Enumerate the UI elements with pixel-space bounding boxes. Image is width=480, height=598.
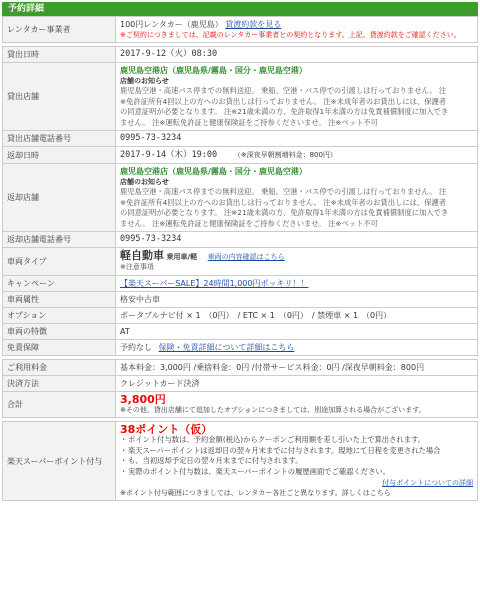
label-total: 合計 — [3, 392, 116, 418]
row-car-attr — [3, 292, 478, 308]
company-note: ※ご契約につきましては、記載のレンタカー事業者との契約となります。上記、貸渡約款をご確認ください。 — [120, 31, 461, 39]
label-pickup-store: 貸出店舗 — [3, 63, 116, 131]
return-date-extra: （※深夜早朝割増料金：800円） — [233, 151, 337, 159]
return-notice-3: ません。 注※運転免許証と健康保険証をご持参くださいませ。 注※ペット不可 — [120, 218, 378, 228]
label-campaign: キャンペーン — [3, 276, 116, 292]
section-title: 予約詳細 — [2, 2, 478, 16]
row-pickup-date — [3, 47, 478, 63]
car-note: ※注意事項 — [120, 263, 154, 271]
label-pickup-date: 貸出日時 — [3, 47, 116, 63]
points-value: 38ポイント（仮） — [120, 423, 213, 436]
row-points — [3, 422, 478, 501]
pickup-date-value: 2017-9-12（火）08:30 — [116, 47, 478, 63]
label-payment: 決済方法 — [3, 376, 116, 392]
row-options — [3, 308, 478, 324]
points-item-2: ・ も、当初返却予定日の翌々月末までに付与されます。 — [120, 456, 473, 467]
car-sub: 乗用車/軽 — [166, 253, 198, 261]
row-total — [3, 392, 478, 418]
pickup-notice-2: の同意証明が必要となります。 注※21歳未満の方、免許取得1年未満の方は免責補償制度に加入でき — [120, 107, 449, 116]
pickup-notice-1: ※免許証所有4回以上の方へのお貸出しは行っておりません。 注※未成年者のお貸出しには、保護者 — [120, 96, 447, 106]
return-notice-0: 鹿児島空港・高速バス停までの無料送迎。 乗船、空港・バス停での引渡しは行っておりません。 注 — [120, 187, 447, 196]
points-item-1: ・ 楽天スーパーポイントは返却日の翌々月末までに付与されます。現地にて日程を変更された場合 — [120, 446, 473, 457]
payment-value: クレジットカード決済 — [116, 376, 478, 392]
total-note: ※その他、貸出店舗にて追加したオプションにつきましては、別途加算される場合がございます。 — [120, 406, 426, 414]
pickup-notice-3: ません。 注※運転免許証と健康保険証をご持参くださいませ。 注※ペット不可 — [120, 117, 378, 127]
row-car-feature — [3, 324, 478, 340]
row-car-type — [3, 248, 478, 276]
points-item-3: ・ 実際のポイント付与数は、楽天スーパーポイントの履歴画面でご確認ください。 — [120, 467, 473, 478]
label-car-feature: 車両の特徴 — [3, 324, 116, 340]
insurance-text: 予約なし — [120, 343, 152, 352]
return-notice-title: 店舗のお知らせ — [120, 178, 169, 186]
label-return-phone: 返却店舗電話番号 — [3, 232, 116, 248]
reservation-detail — [2, 2, 478, 501]
label-pickup-phone: 貸出店舗電話番号 — [3, 131, 116, 147]
label-fee: ご利用料金 — [3, 360, 116, 376]
row-return-date — [3, 147, 478, 164]
detail-table — [2, 16, 478, 501]
return-notice-1: ※免許証所有4回以上の方へのお貸出しは行っておりません。 注※未成年者のお貸出しには、保護者 — [120, 197, 447, 207]
pickup-store-name: 鹿児島空港店（鹿児島県/霧島・国分・鹿児島空港） — [120, 66, 307, 75]
pickup-notice-title: 店舗のお知らせ — [120, 77, 169, 85]
row-payment — [3, 376, 478, 392]
options-value: ポータブルナビ付 × 1 （0円） / ETC × 1 （0円） / 禁煙車 × 1 （0円） — [116, 308, 478, 324]
terms-link[interactable]: 貸渡約款を見る — [225, 20, 282, 29]
campaign-link[interactable]: 【楽天スーパーSALE】24時間1,000円ポッキリ！！ — [120, 279, 309, 288]
pickup-notice-0: 鹿児島空港・高速バス停までの無料送迎。 乗船、空港・バス停での引渡しは行っておりません。 注 — [120, 86, 447, 95]
row-pickup-phone — [3, 131, 478, 147]
car-attr-value: 格安中古車 — [116, 292, 478, 308]
car-feature-value: AT — [116, 324, 478, 340]
total-value: 3,800円 — [120, 393, 166, 406]
row-return-phone — [3, 232, 478, 248]
label-insurance: 免責保障 — [3, 340, 116, 356]
return-store-name: 鹿児島空港店（鹿児島県/霧島・国分・鹿児島空港） — [120, 167, 307, 176]
return-notice-2: の同意証明が必要となります。 注※21歳未満の方、免許取得1年未満の方は免責補償制度に加入でき — [120, 208, 449, 217]
fee-value: 基本料金：3,000円 /乗捨料金：0円 /付帯サービス料金：0円 /深夜早朝料金：800円 — [116, 360, 478, 376]
points-note: ※ポイント付与範囲につきましては、レンタカー各社ごと異なります。詳しくはこちら — [120, 489, 391, 497]
points-detail-link[interactable]: 付与ポイントについての詳細 — [382, 479, 473, 487]
label-car-type: 車両タイプ — [3, 248, 116, 276]
label-points: 楽天スーパーポイント付与 — [3, 422, 116, 501]
company-name: 100円レンタカー（鹿児島） — [120, 20, 223, 29]
points-list — [120, 435, 473, 477]
row-campaign — [3, 276, 478, 292]
label-car-attr: 車両属性 — [3, 292, 116, 308]
car-detail-link[interactable]: 車両の内容確認はこちら — [207, 253, 285, 261]
row-pickup-store — [3, 63, 478, 131]
row-insurance — [3, 340, 478, 356]
label-return-date: 返却日時 — [3, 147, 116, 164]
return-date-value: 2017-9-14（木）19:00 — [120, 150, 218, 160]
label-return-store: 返却店舗 — [3, 164, 116, 232]
pickup-phone-value: 0995-73-3234 — [116, 131, 478, 147]
return-phone-value: 0995-73-3234 — [116, 232, 478, 248]
car-class: 軽自動車 — [120, 249, 164, 262]
points-item-0: ・ ポイント付与数は、予約金額(税込)からクーポンご利用額を差し引いた上で算出されます。 — [120, 435, 473, 446]
label-options: オプション — [3, 308, 116, 324]
row-return-store — [3, 164, 478, 232]
insurance-link[interactable]: 保険・免責詳細について詳細はこちら — [158, 343, 295, 352]
label-company: レンタカー事業者 — [3, 17, 116, 43]
row-company — [3, 17, 478, 43]
row-fee — [3, 360, 478, 376]
